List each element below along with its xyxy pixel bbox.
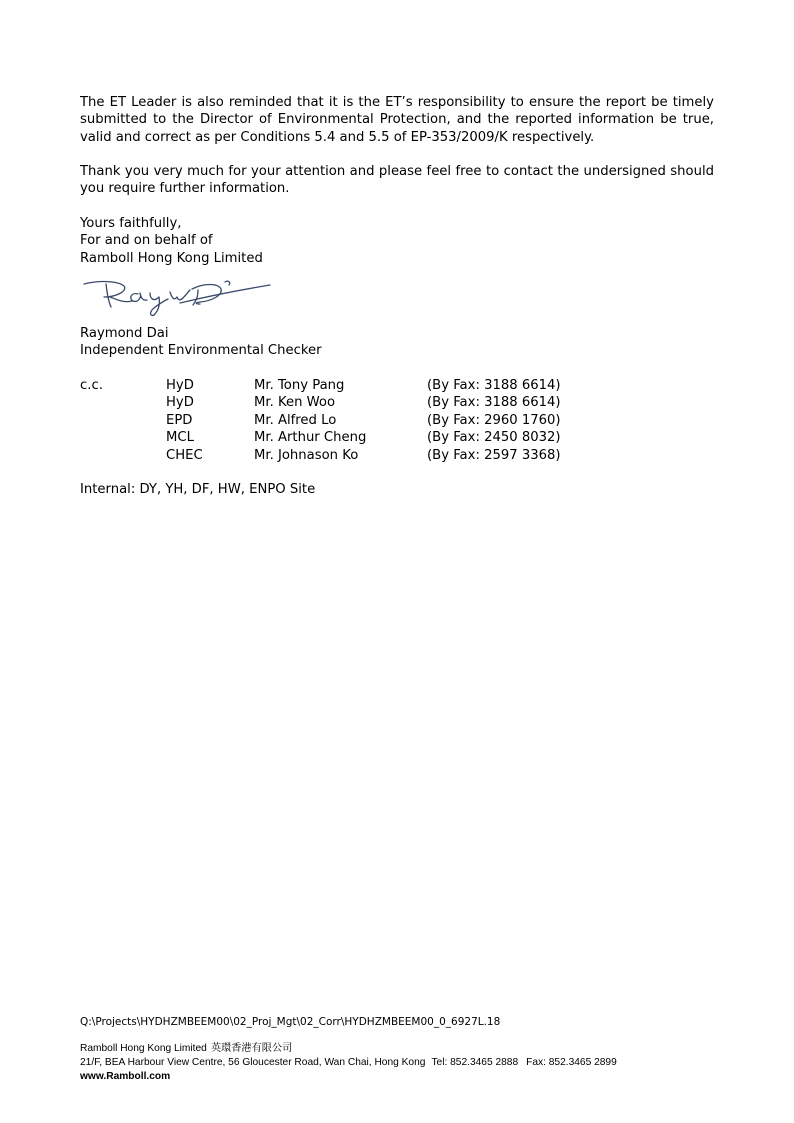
footer-company: Ramboll Hong Kong Limited <box>80 1043 207 1054</box>
footer-company-chinese: 英環香港有限公司 <box>210 1043 293 1054</box>
cc-organization: MCL <box>166 430 194 446</box>
letterhead-footer <box>80 1042 617 1084</box>
cc-label: c.c. <box>80 378 103 393</box>
footer-website-link[interactable]: www.Ramboll.com <box>80 1071 171 1082</box>
footer-fax: Fax: 852.3465 2899 <box>526 1057 617 1068</box>
signer-name: Raymond Dai <box>80 326 169 341</box>
cc-recipient-name: Mr. Arthur Cheng <box>254 430 367 446</box>
cc-fax-number: (By Fax: 3188 6614) <box>427 395 561 411</box>
cc-recipient-name: Mr. Johnason Ko <box>254 447 359 463</box>
salutation: Yours faithfully, <box>80 216 182 231</box>
footer-address: 21/F, BEA Harbour View Centre, 56 Gloucester Road, Wan Chai, Hong Kong <box>80 1057 426 1068</box>
handwritten-signature <box>80 270 275 318</box>
cc-organization: HyD <box>166 395 194 411</box>
internal-distribution: Internal: DY, YH, DF, HW, ENPO Site <box>80 482 316 497</box>
cc-fax-number: (By Fax: 3188 6614) <box>427 378 561 393</box>
cc-recipient-name: Mr. Tony Pang <box>254 378 345 393</box>
thank-you-paragraph: Thank you very much for your attention and please feel free to contact the undersigned should you require further information. <box>80 164 714 197</box>
company-name: Ramboll Hong Kong Limited <box>80 250 263 266</box>
on-behalf-line: For and on behalf of <box>80 233 213 249</box>
closing-block <box>80 215 263 267</box>
signer-block <box>80 325 322 360</box>
cc-fax-number: (By Fax: 2960 1760) <box>427 412 561 428</box>
cc-recipient-name: Mr. Ken Woo <box>254 395 336 411</box>
reminder-paragraph: The ET Leader is also reminded that it is the ET’s responsibility to ensure the report be timely submitted to the Director of Environmental Protection, and the reported information be true, valid and correct as per Conditions 5.4 and 5.5 of EP-353/2009/K respectively. <box>80 95 714 145</box>
footer-telephone: Tel: 852.3465 2888 <box>431 1057 519 1068</box>
file-path: Q:\Projects\HYDHZMBEEM00\02_Proj_Mgt\02_Corr\HYDHZMBEEM00_0_6927L.18 <box>80 1016 501 1028</box>
cc-recipient-name: Mr. Alfred Lo <box>254 412 337 428</box>
cc-organization: HyD <box>166 378 194 393</box>
signer-title: Independent Environmental Checker <box>80 343 322 359</box>
cc-fax-number: (By Fax: 2597 3368) <box>427 447 561 463</box>
cc-organization: EPD <box>166 412 193 428</box>
cc-fax-number: (By Fax: 2450 8032) <box>427 430 561 446</box>
cc-organization: CHEC <box>166 447 203 463</box>
